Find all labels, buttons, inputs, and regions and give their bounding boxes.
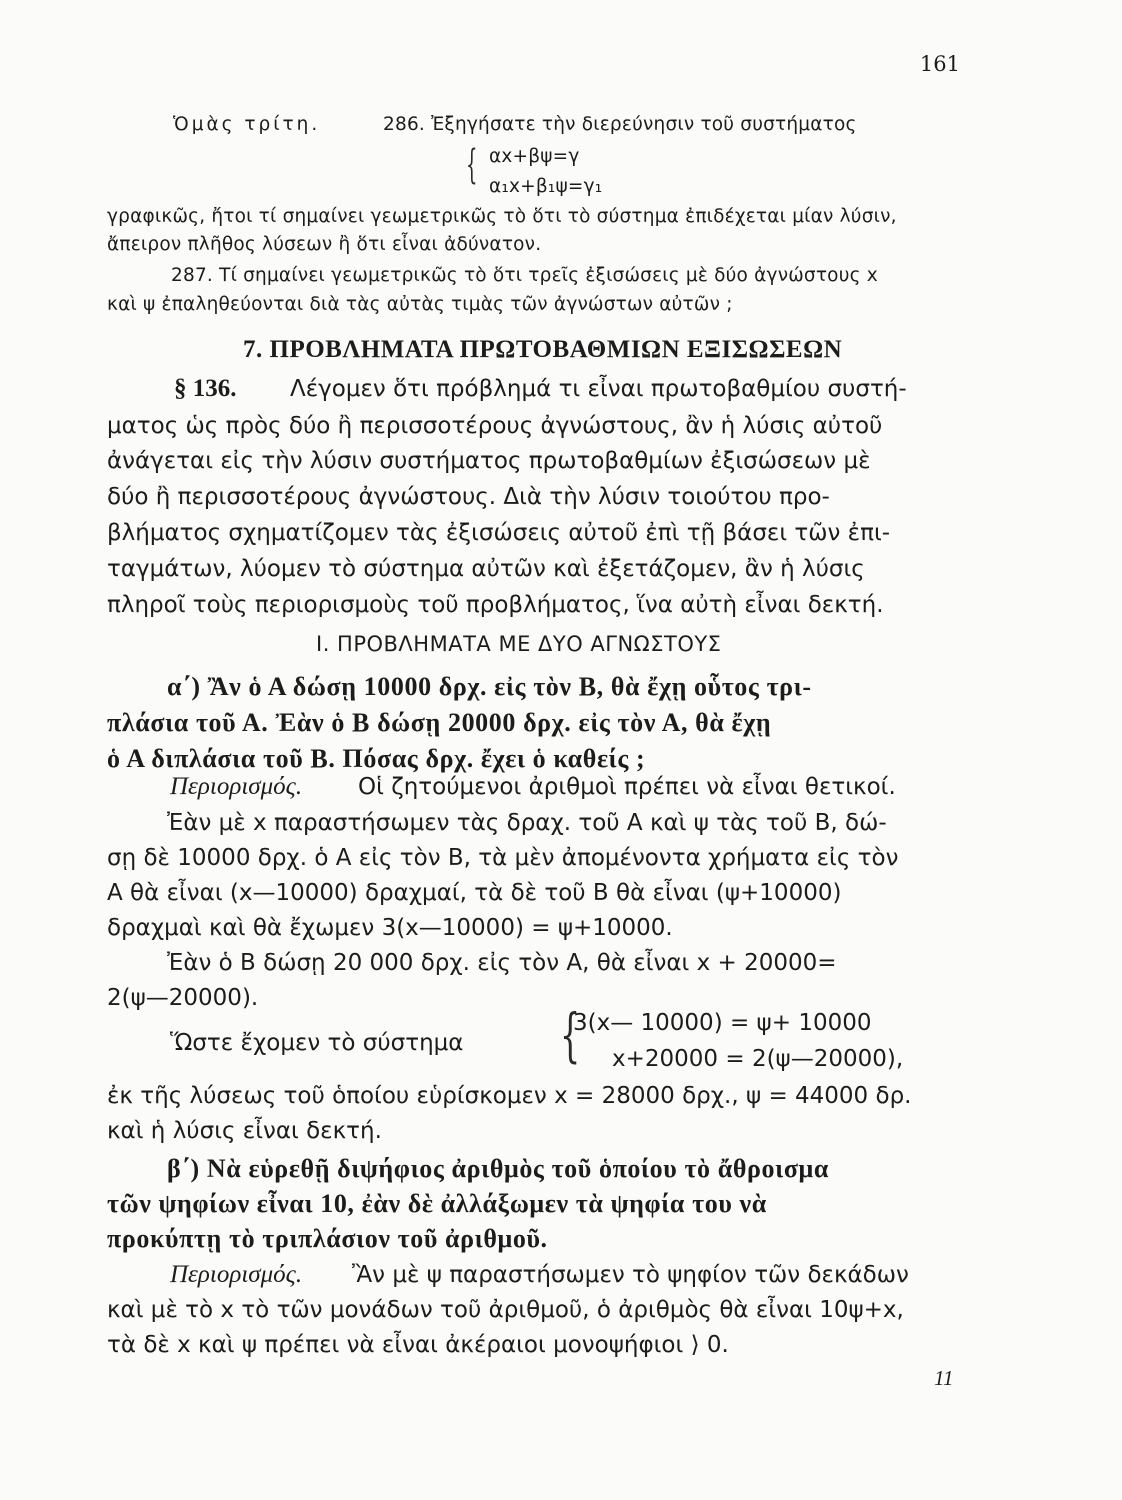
paragraph-line: βλήματος σχηματίζομεν τὰς ἐξισώσεις αὐτοῦ ἐπὶ τῇ βάσει τῶν ἐπι- <box>107 520 891 546</box>
paragraph-line: πληροῖ τοὺς περιορισμοὺς τοῦ προβλήματος, ἵνα αὐτὴ εἶναι δεκτή. <box>107 592 884 618</box>
result-line: καὶ ἡ λύσις εἶναι δεκτή. <box>107 1118 382 1144</box>
solution-line: Ἐὰν ὁ Β δώσῃ 20 000 δρχ. εἰς τὸν Α, θὰ εἶναι x + 20000= <box>167 950 837 976</box>
exercise-287: 287. Τί σημαίνει γεωμετρικῶς τὸ ὅτι τρεῖς ἐξισώσεις μὲ δύο ἀγνώστους x <box>171 265 878 286</box>
exercise-286: 286. Ἐξηγήσατε τὴν διερεύνησιν τοῦ συστήματος <box>383 114 857 135</box>
page-number: 161 <box>919 52 960 76</box>
solution-line: δραχμαὶ καὶ θὰ ἔχωμεν 3(x—10000) = ψ+10000. <box>107 915 673 941</box>
restriction-label: Περιορισμός. <box>170 1261 303 1288</box>
restriction-text: Ἂν μὲ ψ παραστήσωμεν τὸ ψηφίον τῶν δεκάδων <box>352 1262 909 1288</box>
section-number: § 136. <box>174 375 237 402</box>
problem-a-line: πλάσια τοῦ Α. Ἐὰν ὁ Β δώσῃ 20000 δρχ. εἰς τὸν Α, θὰ ἔχῃ <box>107 708 772 737</box>
problem-b-line: προκύπτῃ τὸ τριπλάσιον τοῦ ἀριθμοῦ. <box>107 1224 548 1253</box>
paragraph-line: δύο ἢ περισσοτέρους ἀγνώστους. Διὰ τὴν λύσιν τοιούτου προ- <box>107 484 830 510</box>
system-brace: { <box>560 1001 581 1069</box>
text-line: ἄπειρον πλῆθος λύσεων ἢ ὅτι εἶναι ἀδύνατον. <box>107 234 542 255</box>
text-line: καὶ ψ ἐπαληθεύονται διὰ τὰς αὐτὰς τιμὰς τῶν ἀγνώστων αὐτῶν ; <box>107 294 733 315</box>
chapter-title: 7. ΠΡΟΒΛΗΜΑΤΑ ΠΡΩΤΟΒΑΘΜΙΩΝ ΕΞΙΣΩΣΕΩΝ <box>243 336 843 363</box>
problem-b-line: τῶν ψηφίων εἶναι 10, ἐὰν δὲ ἀλλάξωμεν τὰ ψηφία του νὰ <box>107 1189 767 1218</box>
paragraph-line: ταγμάτων, λύομεν τὸ σύστημα αὐτῶν καὶ ἐξετάζομεν, ἂν ἡ λύσις <box>107 556 865 582</box>
solution-line: τὰ δὲ x καὶ ψ πρέπει νὰ εἶναι ἀκέραιοι μονοψήφιοι ⟩ 0. <box>107 1332 729 1358</box>
system-label: Ὥστε ἔχομεν τὸ σύστημα <box>170 1030 464 1056</box>
system-equation-1: αx+βψ=γ <box>489 146 580 167</box>
problem-a-line: ὁ Α διπλάσια τοῦ Β. Πόσας δρχ. ἔχει ὁ καθείς ; <box>107 744 646 773</box>
restriction-label: Περιορισμός. <box>170 773 303 800</box>
text-line: γραφικῶς, ἤτοι τί σημαίνει γεωμετρικῶς τὸ ὅτι τὸ σύστημα ἐπιδέχεται μίαν λύσιν, <box>107 206 897 227</box>
system-equation-2: α₁x+β₁ψ=γ₁ <box>489 176 603 197</box>
system-brace: { <box>466 142 478 188</box>
signature-mark: 11 <box>934 1366 954 1390</box>
paragraph-line: ἀνάγεται εἰς τὴν λύσιν συστήματος πρωτοβαθμίων ἐξισώσεων μὲ <box>107 448 871 474</box>
restriction-text: Οἱ ζητούμενοι ἀριθμοὶ πρέπει νὰ εἶναι θετικοί. <box>358 774 896 800</box>
paragraph-line: Λέγομεν ὅτι πρόβλημά τι εἶναι πρωτοβαθμίου συστή- <box>290 376 907 402</box>
solution-line: 2(ψ—20000). <box>107 985 259 1011</box>
solution-line: Ἐὰν μὲ x παραστήσωμεν τὰς δραχ. τοῦ Α καὶ ψ τὰς τοῦ Β, δώ- <box>167 810 887 836</box>
solution-line: σῃ δὲ 10000 δρχ. ὁ Α εἰς τὸν Β, τὰ μὲν ἀπομένοντα χρήματα εἰς τὸν <box>107 845 899 871</box>
problem-b-line: β΄) Νὰ εὑρεθῇ διψήφιος ἀριθμὸς τοῦ ὁποίου τὸ ἄθροισμα <box>167 1154 830 1183</box>
solution-line: Α θὰ εἶναι (x—10000) δραχμαί, τὰ δὲ τοῦ Β θὰ εἶναι (ψ+10000) <box>107 880 842 906</box>
system-equation-1: 3(x— 10000) = ψ+ 10000 <box>573 1010 872 1036</box>
exercise-group-label: Ὁμὰς τρίτη. <box>173 114 321 135</box>
system-equation-2: x+20000 = 2(ψ—20000), <box>612 1046 904 1072</box>
result-line: ἐκ τῆς λύσεως τοῦ ὁποίου εὑρίσκομεν x = 28000 δρχ., ψ = 44000 δρ. <box>107 1083 912 1109</box>
paragraph-line: ματος ὡς πρὸς δύο ἢ περισσοτέρους ἀγνώστους, ἂν ἡ λύσις αὐτοῦ <box>107 413 883 439</box>
problem-a-line: α΄) Ἂν ὁ Α δώσῃ 10000 δρχ. εἰς τὸν Β, θὰ ἔχῃ οὗτος τρι- <box>167 672 812 701</box>
subsection-title: I. ΠΡΟΒΛΗΜΑΤΑ ΜΕ ΔΥΟ ΑΓΝΩΣΤΟΥΣ <box>316 632 722 656</box>
solution-line: καὶ μὲ τὸ x τὸ τῶν μονάδων τοῦ ἀριθμοῦ, ὁ ἀριθμὸς θὰ εἶναι 10ψ+x, <box>107 1297 904 1323</box>
